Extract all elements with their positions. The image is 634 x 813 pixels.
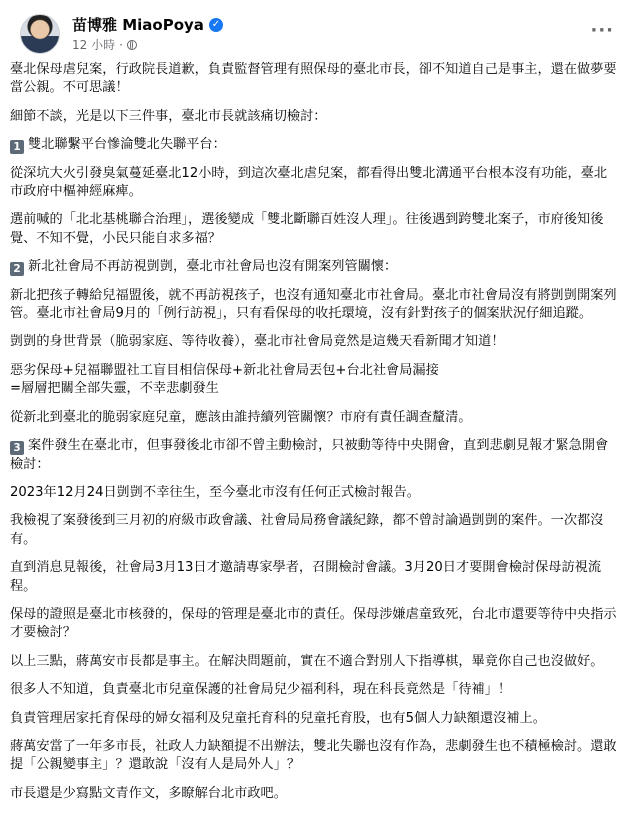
paragraph-text: 很多人不知道，負責臺北市兒童保護的社會局兒少福利科，現在科長竟然是「待補」！ <box>10 682 512 698</box>
section-heading <box>10 437 618 474</box>
post-paragraph <box>10 165 618 202</box>
post-body <box>10 61 618 813</box>
author-row <box>72 14 223 35</box>
post-paragraph <box>10 362 618 399</box>
post-paragraph <box>10 484 618 502</box>
post-paragraph <box>10 785 618 803</box>
post-paragraph <box>10 681 618 699</box>
paragraph-text: 剴剴的身世背景（脆弱家庭、等待收養），臺北市社會局竟然是這幾天看新聞才知道！ <box>10 334 505 350</box>
avatar[interactable] <box>20 14 60 54</box>
post-paragraph <box>10 211 618 248</box>
paragraph-text: 市長還是少寫點文青作文，多瞭解台北市政吧。 <box>10 785 287 801</box>
verified-badge-icon: ✓ <box>209 18 223 32</box>
more-options-icon[interactable]: ··· <box>590 20 614 41</box>
post-paragraph <box>10 61 618 98</box>
post-paragraph <box>10 287 618 324</box>
paragraph-text: 保母的證照是臺北市核發的，保母的管理是臺北市的責任。保母涉嫌虐童致死，台北市還要等待中央指示才要檢討？ <box>10 606 617 641</box>
post-paragraph <box>10 512 618 549</box>
paragraph-text: 選前喊的「北北基桃聯合治理」，選後變成「雙北斷聯百姓沒人理」。往後遇到跨雙北案子，市府後知後覺、不知不覺，小民只能自求多福？ <box>10 212 604 246</box>
section-heading <box>10 258 618 276</box>
keycap-number-icon: 3 <box>10 441 24 455</box>
post-paragraph <box>10 409 618 427</box>
globe-icon[interactable] <box>127 40 137 50</box>
paragraph-text: 負責管理居家托育保母的婦女福利及兒童托育科的兒童托育股，也有5個人力缺額還沒補上。 <box>10 710 546 726</box>
meta-separator: · <box>119 37 123 52</box>
keycap-number-icon: 1 <box>10 140 24 154</box>
post-paragraph <box>10 710 618 728</box>
post-paragraph <box>10 559 618 596</box>
paragraph-text: 新北把孩子轉給兒福盟後，就不再訪視孩子，也沒有通知臺北市社會局。臺北市社會局沒有將剴剴開案列管。臺北市社會局9月的「例行訪視」，只有看保母的收托環境，沒有針對孩子的個案狀況仔細追蹤。 <box>10 287 617 322</box>
post-paragraph <box>10 606 618 643</box>
paragraph-text: 從新北到臺北的脆弱家庭兒童，應該由誰持續列管關懷？市府有責任調查釐清。 <box>10 409 472 425</box>
post-time[interactable]: 12 小時 <box>72 38 116 52</box>
paragraph-text: 惡劣保母+兒福聯盟社工盲目相信保母+新北社會局丟包+台北社會局漏接 =層層把關全部失靈，不幸悲劇發生 <box>10 362 439 397</box>
paragraph-text: 臺北保母虐兒案，行政院長道歉，負責監督管理有照保母的臺北市長，卻不知道自己是事主，還在做夢要當公親。不可思議！ <box>10 62 617 96</box>
paragraph-text: 新北社會局不再訪視剴剴，臺北市社會局也沒有開案列管關懷： <box>28 259 398 275</box>
paragraph-text: 直到消息見報後，社會局3月13日才邀請專家學者，召開檢討會議。3月20日才要開會檢討保母訪視流程。 <box>10 560 602 594</box>
post-paragraph <box>10 653 618 671</box>
paragraph-text: 從深坑大火引發臭氣蔓延臺北12小時，到這次臺北虐兒案，都看得出雙北溝通平台根本沒有功能，臺北市政府中樞神經麻痺。 <box>10 165 608 200</box>
paragraph-text: 案件發生在臺北市，但事發後北市卻不曾主動檢討，只被動等待中央開會，直到悲劇見報才緊急開會檢討： <box>10 438 609 472</box>
paragraph-text: 雙北聯繫平台慘淪雙北失聯平台： <box>28 137 226 153</box>
post-header <box>10 0 620 58</box>
post-paragraph <box>10 738 618 775</box>
paragraph-text: 2023年12月24日剴剴不幸往生，至今臺北市沒有任何正式檢討報告。 <box>10 484 420 500</box>
paragraph-text: 蔣萬安當了一年多市長，社政人力缺額提不出辦法，雙北失聯也沒有作為，悲劇發生也不積極檢討。還敢提「公親變事主」？還敢說「沒有人是局外人」？ <box>10 738 617 773</box>
post-meta <box>72 36 137 53</box>
post-paragraph <box>10 108 618 126</box>
paragraph-text: 細節不談，光是以下三件事，臺北市長就該痛切檢討： <box>10 108 327 124</box>
paragraph-text: 以上三點，蔣萬安市長都是事主。在解決問題前，實在不適合對別人下指導棋，畢竟你自己也沒做好。 <box>10 653 604 669</box>
author-name[interactable]: 苗博雅 MiaoPoya <box>72 16 204 34</box>
paragraph-text: 我檢視了案發後到三月初的府級市政會議、社會局局務會議紀錄，都不曾討論過剴剴的案件。一次都沒有。 <box>10 513 604 547</box>
post-paragraph <box>10 333 618 351</box>
keycap-number-icon: 2 <box>10 262 24 276</box>
section-heading <box>10 136 618 154</box>
